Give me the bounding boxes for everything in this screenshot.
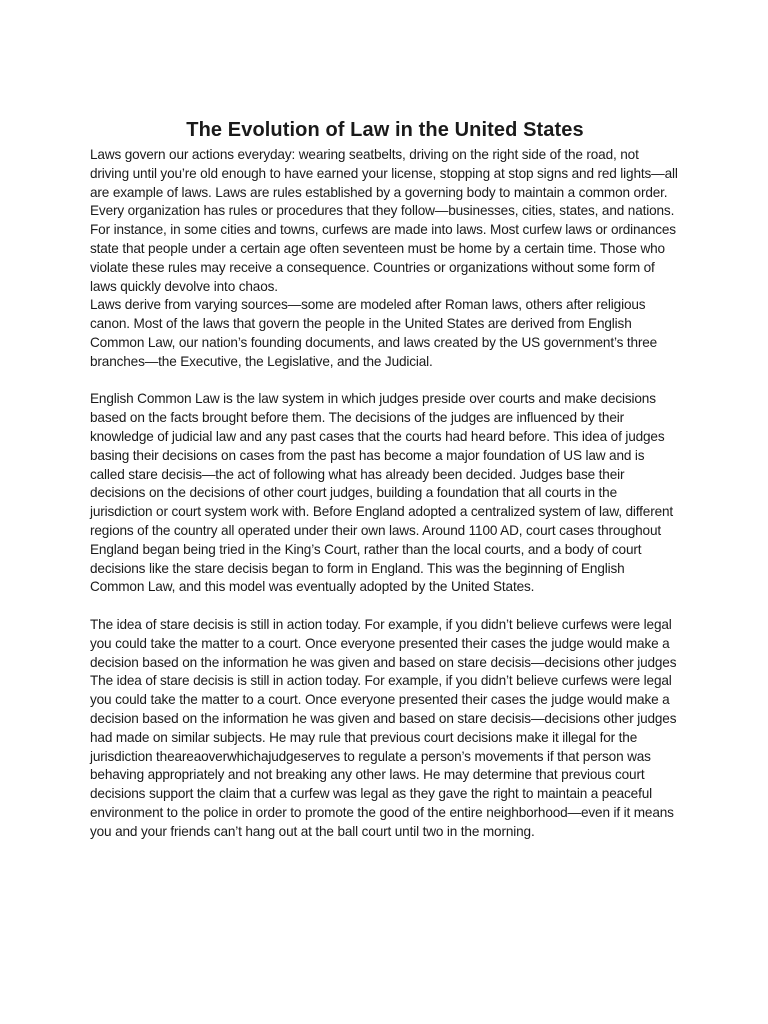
paragraph-laws-govern: Laws govern our actions everyday: wearing seatbelts, driving on the right side of the road, not driving until you’re old enough to have earned your license, stopping at stop signs and red lights—all are example of laws. Laws are rules established by a governing body to maintain a common order. Every organization has rules or procedures that they follow—businesses, cities, states, and nations. For instance, in some cities and towns, curfews are made into laws. Most curfew laws or ordinances state that people under a certain age often seventeen must be home by a certain time. Those who violate these rules may receive a consequence. Countries or organizations without some form of laws quickly devolve into chaos. bbox=[90, 147, 678, 294]
paragraph-english-common-law: English Common Law is the law system in which judges preside over courts and make decisions based on the facts brought before them. The decisions of the judges are influenced by their knowledge of judicial law and any past cases that the courts had heard before. This idea of judges basing their decisions on cases from the past has become a major foundation of US law and is called stare decisis—the act of following what has already been decided. Judges base their decisions on the decisions of other court judges, building a foundation that all courts in the jurisdiction or court system work with. Before England adopted a centralized system of law, different regions of the country all operated under their own laws. Around 1100 AD, court cases throughout England began being tried in the King’s Court, rather than the local courts, and a body of court decisions like the stare decisis began to form in England. This was the beginning of English Common Law, and this model was eventually adopted by the United States. bbox=[90, 391, 674, 595]
document-title: The Evolution of Law in the United States bbox=[186, 119, 584, 141]
paragraph-spacer bbox=[90, 372, 680, 391]
paragraph-laws-derive: Laws derive from varying sources—some are modeled after Roman laws, others after religious canon. Most of the laws that govern the people in the United States are derived from English Common Law, our nation’s founding documents, and laws created by the US government’s three branches—the Executive, the Legislative, and the Judicial. bbox=[90, 297, 658, 369]
paragraph-stare-decisis-full: The idea of stare decisis is still in action today. For example, if you didn’t believe curfews were legal you could take the matter to a court. Once everyone presented their cases the judge would make a decision based on the information he was given and based on stare decisis—decisions other judges had made on similar subjects. He may rule that previous court decisions make it illegal for the jurisdiction theareaoverwhichajudgeserves to regulate a person’s movements if that person was behaving appropriately and not breaking any other laws. He may determine that previous court decisions support the claim that a curfew was legal as they gave the right to maintain a peaceful environment to the police in order to promote the good of the entire neighborhood—even if it means you and your friends can’t hang out at the ball court until two in the morning. bbox=[90, 673, 677, 839]
paragraph-spacer bbox=[90, 597, 680, 616]
document-page bbox=[90, 116, 680, 841]
paragraph-stare-decisis-fragment: The idea of stare decisis is still in action today. For example, if you didn’t believe curfews were legal you could take the matter to a court. Once everyone presented their cases the judge would make a decision based on the information he was given and based on stare decisis—decisions other judges bbox=[90, 616, 677, 670]
